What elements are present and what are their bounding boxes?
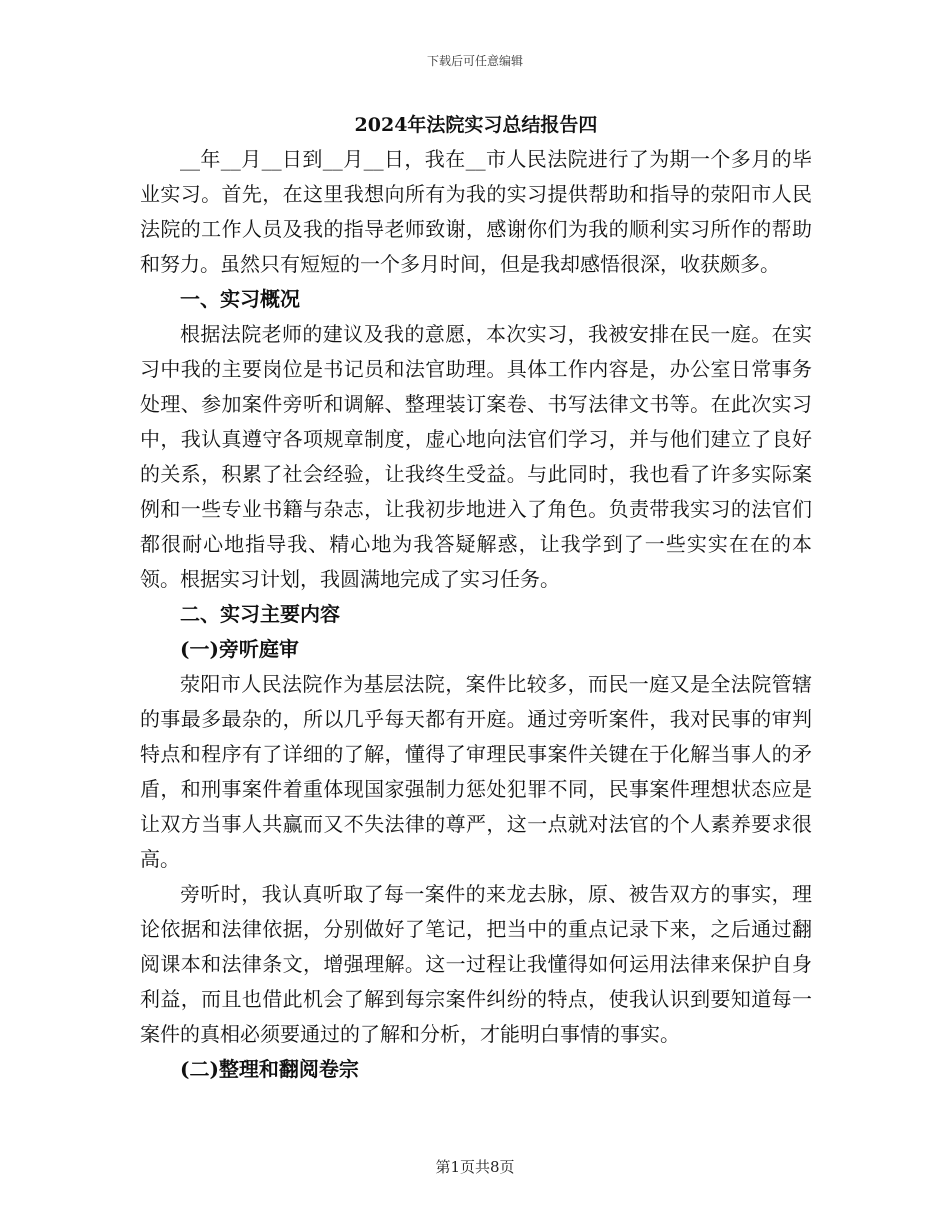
hearing-paragraph-2: 旁听时，我认真听取了每一案件的来龙去脉，原、被告双方的事实，理论依据和法律依据，分别做好了笔记，把当中的重点记录下来，之后通过翻阅课本和法律条文，增强理解。这一过程让我懂得如何运用法律来保护自身利益，而且也借此机会了解到每宗案件纠纷的特点，使我认识到要知道每一案件的真相必须要通过的了解和分析，才能明白事情的事实。 [140,882,812,1046]
subsection-heading-files: (二)整理和翻阅卷宗 [180,1057,359,1081]
subsection-heading-hearing: (一)旁听庭审 [180,637,299,661]
intro-paragraph: __年__月__日到__月__日，我在__市人民法院进行了为期一个多月的毕业实习。首先，在这里我想向所有为我的实习提供帮助和指导的荥阳市人民法院的工作人员及我的指导老师致谢，感谢你们为我的顺利实习所作的帮助和努力。虽然只有短短的一个多月时间，但是我却感悟很深，收获颇多。 [140,147,812,276]
section-heading-overview: 一、实习概况 [180,287,300,311]
hearing-paragraph-1: 荥阳市人民法院作为基层法院，案件比较多，而民一庭又是全法院管辖的事最多最杂的，所以几乎每天都有开庭。通过旁听案件，我对民事的审判特点和程序有了详细的了解，懂得了审理民事案件关键在于化解当事人的矛盾，和刑事案件着重体现国家强制力惩处犯罪不同，民事案件理想状态应是让双方当事人共赢而又不失法律的尊严，这一点就对法官的个人素养要求很高。 [140,672,812,871]
document-title: 2024年法院实习总结报告四 [354,114,598,136]
page-header-note: 下载后可任意编辑 [426,54,523,68]
page-footer-number: 第1页共8页 [435,1158,515,1176]
document-body [140,110,812,1087]
overview-paragraph: 根据法院老师的建议及我的意愿，本次实习，我被安排在民一庭。在实习中我的主要岗位是书记员和法官助理。具体工作内容是，办公室日常事务处理、参加案件旁听和调解、整理装订案卷、书写法律文书等。在此次实习中，我认真遵守各项规章制度，虚心地向法官们学习，并与他们建立了良好的关系，积累了社会经验，让我终生受益。与此同时，我也看了许多实际案例和一些专业书籍与杂志，让我初步地进入了角色。负责带我实习的法官们都很耐心地指导我、精心地为我答疑解惑，让我学到了一些实实在在的本领。根据实习计划，我圆满地完成了实习任务。 [140,322,812,591]
section-heading-main-content: 二、实习主要内容 [180,602,340,626]
